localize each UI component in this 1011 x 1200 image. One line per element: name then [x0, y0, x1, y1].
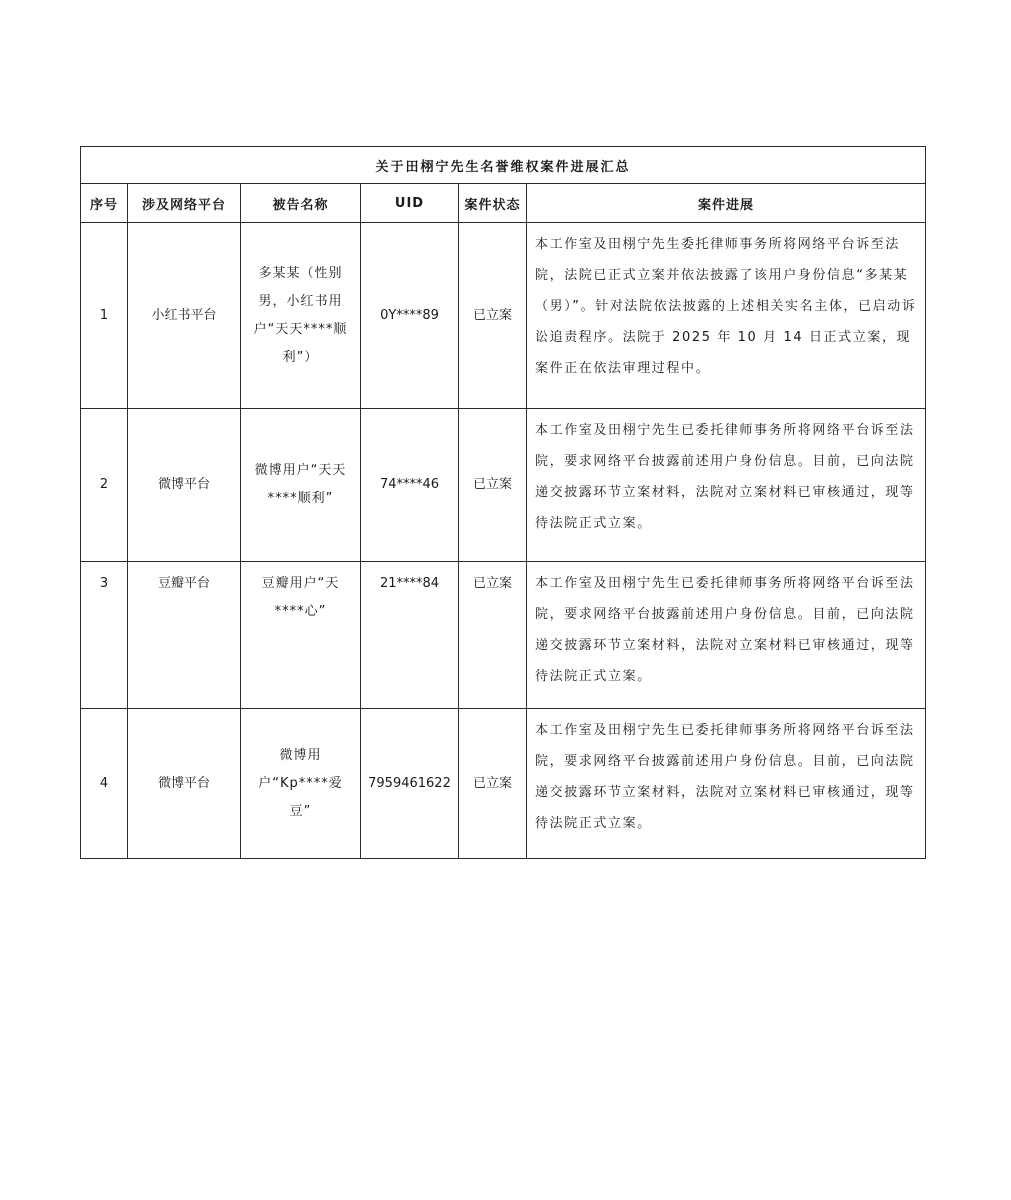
header-defendant: 被告名称	[241, 184, 361, 223]
row-platform: 微博平台	[128, 409, 241, 562]
row-status: 已立案	[459, 409, 527, 562]
row-status: 已立案	[459, 223, 527, 409]
row-progress: 本工作室及田栩宁先生委托律师事务所将网络平台诉至法院，法院已正式立案并依法披露了该用户身份信息“多某某（男）”。针对法院依法披露的上述相关实名主体，已启动诉讼追责程序。法院于 2025 年 10 月 14 日正式立案，现案件正在依法审理过程中。	[527, 223, 926, 409]
header-uid: UID	[361, 184, 459, 223]
row-index: 4	[81, 709, 128, 859]
table-row	[81, 409, 926, 562]
row-uid: 7959461622	[361, 709, 459, 859]
row-uid: 21****84	[361, 562, 459, 709]
row-uid: 74****46	[361, 409, 459, 562]
case-progress-table	[80, 146, 926, 859]
header-row	[81, 184, 926, 223]
row-defendant: 豆瓣用户“天****心”	[241, 562, 361, 709]
header-platform: 涉及网络平台	[128, 184, 241, 223]
row-progress: 本工作室及田栩宁先生已委托律师事务所将网络平台诉至法院，要求网络平台披露前述用户身份信息。目前，已向法院递交披露环节立案材料，法院对立案材料已审核通过，现等待法院正式立案。	[527, 709, 926, 859]
table-title: 关于田栩宁先生名誉维权案件进展汇总	[81, 147, 926, 184]
row-platform: 小红书平台	[128, 223, 241, 409]
row-progress: 本工作室及田栩宁先生已委托律师事务所将网络平台诉至法院，要求网络平台披露前述用户身份信息。目前，已向法院递交披露环节立案材料，法院对立案材料已审核通过，现等待法院正式立案。	[527, 409, 926, 562]
header-index: 序号	[81, 184, 128, 223]
header-progress: 案件进展	[527, 184, 926, 223]
title-row	[81, 147, 926, 184]
row-status: 已立案	[459, 562, 527, 709]
header-status: 案件状态	[459, 184, 527, 223]
row-defendant: 微博用户“Kp****爱豆”	[241, 709, 361, 859]
row-defendant: 多某某（性别男，小红书用户“天天****顺利”）	[241, 223, 361, 409]
row-index: 3	[81, 562, 128, 709]
row-platform: 豆瓣平台	[128, 562, 241, 709]
table-row	[81, 223, 926, 409]
table-row	[81, 709, 926, 859]
row-uid: 0Y****89	[361, 223, 459, 409]
row-index: 1	[81, 223, 128, 409]
row-index: 2	[81, 409, 128, 562]
row-progress: 本工作室及田栩宁先生已委托律师事务所将网络平台诉至法院，要求网络平台披露前述用户身份信息。目前，已向法院递交披露环节立案材料，法院对立案材料已审核通过，现等待法院正式立案。	[527, 562, 926, 709]
row-status: 已立案	[459, 709, 527, 859]
row-platform: 微博平台	[128, 709, 241, 859]
row-defendant: 微博用户“天天****顺利”	[241, 409, 361, 562]
table-row	[81, 562, 926, 709]
